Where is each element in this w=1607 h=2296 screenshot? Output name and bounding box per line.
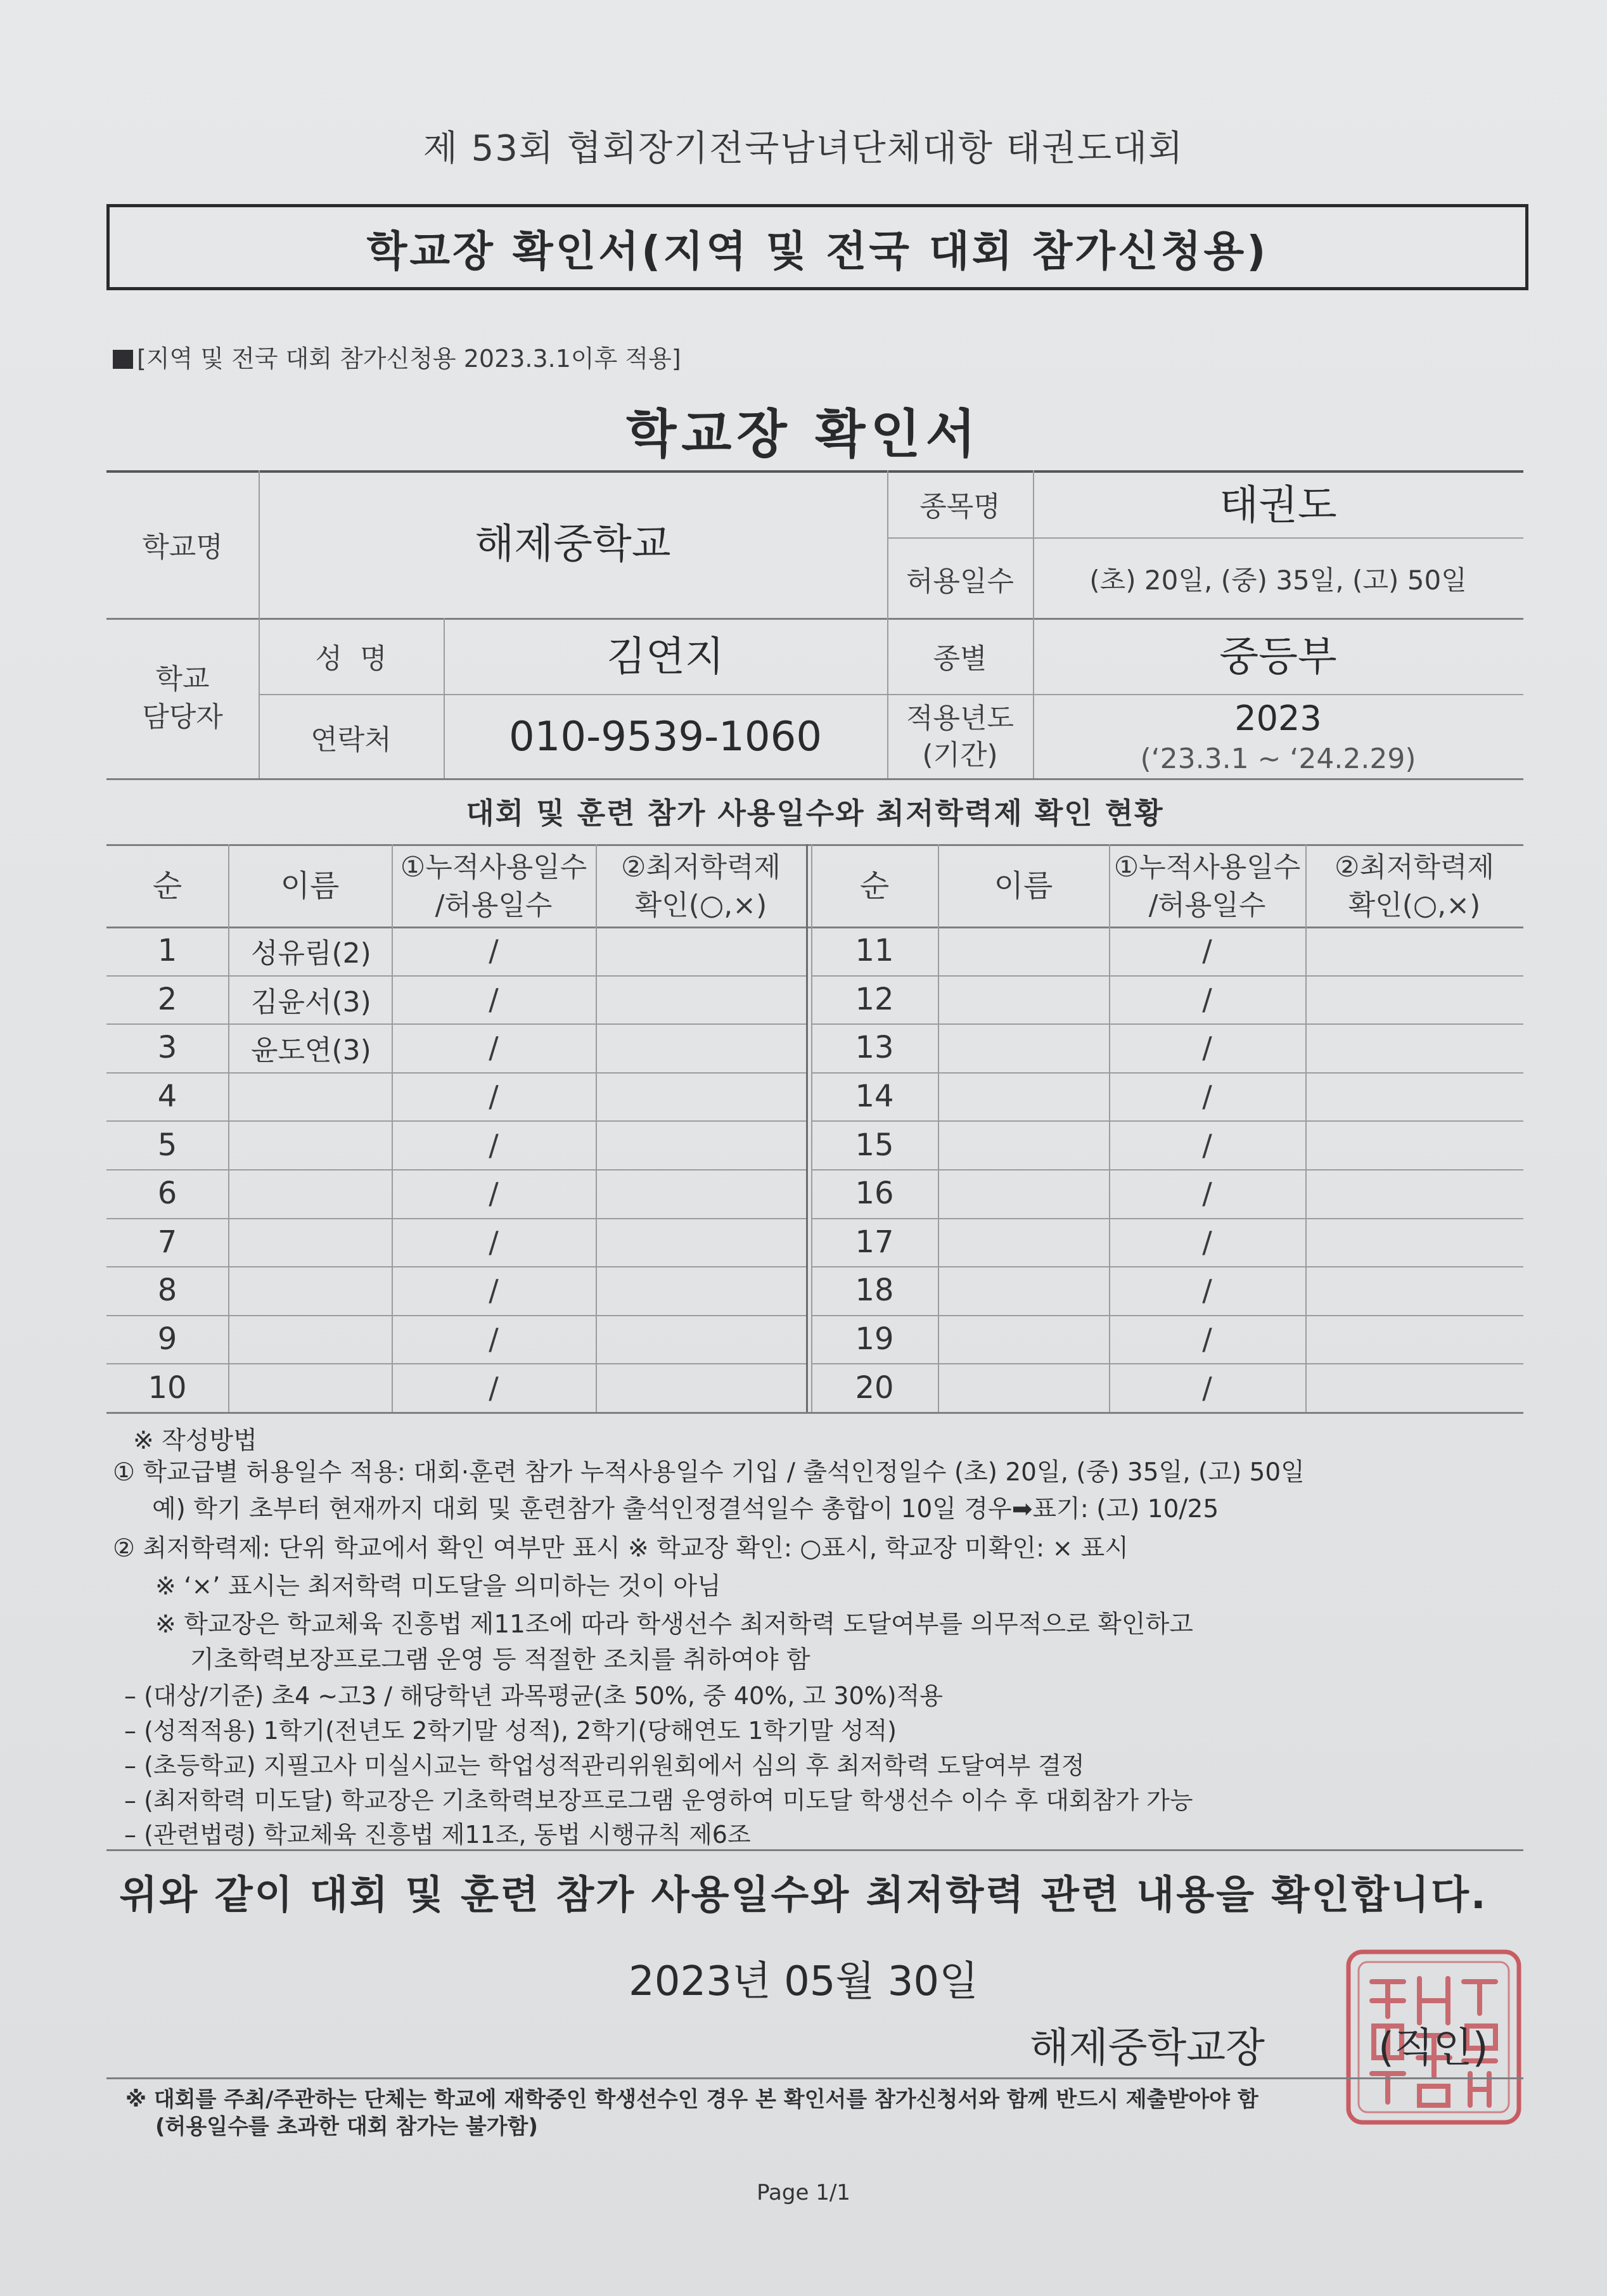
instruction-line: ※ ‘×’ 표시는 최저학력 미도달을 의미하는 것이 아님 xyxy=(155,1572,721,1601)
apply-note xyxy=(113,339,681,374)
days-used-cell: / xyxy=(489,1322,499,1357)
row-number: 4 xyxy=(157,1079,177,1115)
student-name xyxy=(938,927,1109,975)
days-used-cell: / xyxy=(1202,1030,1212,1065)
school-manager-label-line2: 담당자 xyxy=(142,700,223,733)
min-academic-confirm-cell xyxy=(1305,1363,1523,1412)
student-name xyxy=(938,1218,1109,1267)
col-header-min-academic xyxy=(596,846,806,927)
table-bottom-rule xyxy=(106,1412,1523,1414)
instruction-line: – (초등학교) 지필고사 미실시교는 학업성적관리위원회에서 심의 후 최저학력 도달여부 결정 xyxy=(124,1752,1085,1780)
certificate-title: 학교장 확인서 xyxy=(626,404,981,465)
sport-label: 종목명 xyxy=(919,491,1001,523)
instruction-line: ※ 학교장은 학교체육 진흥법 제11조에 따라 학생선수 최저학력 도달여부를 의무적으로 확인하고 xyxy=(155,1610,1193,1639)
instruction-line: ① 학교급별 허용일수 적용: 대회·훈련 참가 누적사용일수 기입 / 출석인정일수 (초) 20일, (중) 35일, (고) 50일 xyxy=(113,1458,1305,1487)
col-header-min-academic-right xyxy=(1305,846,1523,927)
student-name xyxy=(938,1072,1109,1121)
min-academic-confirm-cell xyxy=(596,1120,806,1169)
min-academic-confirm-cell xyxy=(1305,1072,1523,1121)
page-number: Page 1/1 xyxy=(757,2180,850,2205)
days-used-cell: / xyxy=(489,1370,499,1405)
student-name xyxy=(938,1363,1109,1412)
instruction-line: – (대상/기준) 초4 ~고3 / 해당학년 과목평균(초 50%, 중 40%, 고 30%)적용 xyxy=(124,1682,943,1710)
row-number: 16 xyxy=(855,1176,894,1212)
student-name: 윤도연(3) xyxy=(251,1034,371,1067)
section-divider xyxy=(106,1849,1523,1851)
col-header-no: 순 xyxy=(152,868,182,904)
table-rule xyxy=(806,844,808,1412)
principal-title: 해제중학교장 xyxy=(1030,2025,1265,2072)
apply-year-label-line2: (기간) xyxy=(922,738,998,771)
days-used-cell: / xyxy=(1202,1273,1212,1308)
allowed-days-value: (초) 20일, (중) 35일, (고) 50일 xyxy=(1089,564,1467,596)
footer-note-sub: (허용일수를 초과한 대회 참가는 불가함) xyxy=(155,2114,538,2139)
min-academic-confirm-cell xyxy=(1305,1169,1523,1218)
days-used-cell: / xyxy=(1202,1370,1212,1405)
student-name xyxy=(938,1023,1109,1072)
row-number: 1 xyxy=(157,933,177,969)
min-academic-confirm-cell xyxy=(596,1218,806,1267)
days-used-cell: / xyxy=(1202,1127,1212,1162)
days-used-cell: / xyxy=(1202,1079,1212,1114)
min-academic-confirm-cell xyxy=(596,1023,806,1072)
days-used-cell: / xyxy=(1202,1176,1212,1211)
min-academic-confirm-cell xyxy=(596,927,806,975)
status-section-title: 대회 및 훈련 참가 사용일수와 최저학력제 확인 현황 xyxy=(466,796,1164,830)
days-used-cell: / xyxy=(489,1224,499,1259)
row-number: 10 xyxy=(148,1369,187,1406)
row-number: 8 xyxy=(157,1273,177,1309)
row-number: 2 xyxy=(157,981,177,1017)
apply-year-label-line1: 적용년도 xyxy=(906,702,1014,735)
apply-year: 2023 xyxy=(1234,698,1322,738)
min-academic-confirm-cell xyxy=(1305,1218,1523,1267)
row-number: 15 xyxy=(855,1127,894,1163)
school-name-value: 해제중학교 xyxy=(475,521,671,568)
days-used-cell: / xyxy=(489,933,499,968)
division-value: 중등부 xyxy=(1219,634,1337,681)
col-header-days-line2: /허용일수 xyxy=(1148,888,1266,921)
min-academic-confirm-cell xyxy=(1305,1120,1523,1169)
apply-year-label xyxy=(887,695,1033,778)
event-title: 제 53회 협회장기전국남녀단체대항 태권도대회 xyxy=(423,128,1184,169)
student-name xyxy=(228,1266,392,1315)
col-header-min-line2: 확인(○,×) xyxy=(634,888,767,921)
col-header-min-line1: ②최저학력제 xyxy=(1335,851,1494,884)
col-header-no-right: 순 xyxy=(859,868,890,904)
min-academic-confirm-cell xyxy=(1305,927,1523,975)
manager-contact-value: 010-9539-1060 xyxy=(508,713,823,760)
row-number: 5 xyxy=(157,1127,177,1163)
min-academic-confirm-cell xyxy=(596,1315,806,1364)
col-header-name-right: 이름 xyxy=(994,868,1053,904)
student-name xyxy=(228,1363,392,1412)
col-header-min-line1: ②최저학력제 xyxy=(621,851,781,884)
student-name xyxy=(228,1072,392,1121)
col-header-days-line2: /허용일수 xyxy=(435,888,553,921)
student-name: 김윤서(3) xyxy=(251,985,371,1018)
min-academic-confirm-cell xyxy=(596,1072,806,1121)
division-label: 종별 xyxy=(933,643,987,675)
seal-label: (직인) xyxy=(1378,2025,1489,2072)
square-bullet-icon xyxy=(113,350,133,369)
days-used-cell: / xyxy=(1202,1224,1212,1259)
days-used-cell: / xyxy=(489,1176,499,1211)
row-number: 19 xyxy=(855,1321,894,1357)
school-name-label: 학교명 xyxy=(142,530,223,563)
row-number: 6 xyxy=(157,1176,177,1212)
col-header-days-right xyxy=(1109,846,1305,927)
min-academic-confirm-cell xyxy=(1305,1315,1523,1364)
apply-period: (‘23.3.1 ~ ‘24.2.29) xyxy=(1140,743,1416,775)
student-name: 성유림(2) xyxy=(251,937,371,970)
days-used-cell: / xyxy=(489,982,499,1017)
manager-name-label: 성 명 xyxy=(315,643,387,675)
student-name xyxy=(228,1120,392,1169)
col-header-min-line2: 확인(○,×) xyxy=(1348,888,1481,921)
col-header-days-line1: ①누적사용일수 xyxy=(1113,851,1301,884)
days-used-cell: / xyxy=(489,1079,499,1114)
days-used-cell: / xyxy=(489,1273,499,1308)
col-header-days xyxy=(392,846,596,927)
min-academic-confirm-cell xyxy=(596,1169,806,1218)
row-number: 11 xyxy=(855,933,894,969)
min-academic-confirm-cell xyxy=(596,1266,806,1315)
apply-year-value xyxy=(1033,695,1523,778)
days-used-cell: / xyxy=(1202,933,1212,968)
student-name xyxy=(938,1120,1109,1169)
student-name xyxy=(938,1169,1109,1218)
min-academic-confirm-cell xyxy=(596,1363,806,1412)
row-number: 3 xyxy=(157,1030,177,1066)
days-used-cell: / xyxy=(489,1127,499,1162)
student-name xyxy=(228,1218,392,1267)
days-used-cell: / xyxy=(1202,1322,1212,1357)
manager-contact-label: 연락처 xyxy=(311,723,392,756)
instruction-line: – (최저학력 미도달) 학교장은 기초학력보장프로그램 운영하여 미도달 학생선수 이수 후 대회참가 가능 xyxy=(124,1786,1193,1814)
days-used-cell: / xyxy=(1202,982,1212,1017)
form-title: 학교장 확인서(지역 및 전국 대회 참가신청용) xyxy=(106,204,1528,290)
min-academic-confirm-cell xyxy=(1305,1266,1523,1315)
instruction-line: – (성적적용) 1학기(전년도 2학기말 성적), 2학기(당해연도 1학기말 성적) xyxy=(124,1717,897,1745)
issue-date: 2023년 05월 30일 xyxy=(629,1958,978,2005)
min-academic-confirm-cell xyxy=(1305,975,1523,1024)
instruction-line: ② 최저학력제: 단위 학교에서 확인 여부만 표시 ※ 학교장 확인: ○표시, 학교장 미확인: × 표시 xyxy=(113,1534,1129,1563)
row-number: 18 xyxy=(855,1273,894,1309)
row-number: 13 xyxy=(855,1030,894,1066)
footer-divider xyxy=(106,2077,1523,2079)
school-manager-label-line1: 학교 xyxy=(155,663,210,696)
manager-name-value: 김연지 xyxy=(606,634,724,681)
student-name xyxy=(938,1315,1109,1364)
min-academic-confirm-cell xyxy=(1305,1023,1523,1072)
days-used-cell: / xyxy=(489,1030,499,1065)
col-header-name: 이름 xyxy=(280,868,340,904)
student-name xyxy=(228,1169,392,1218)
confirmation-statement: 위와 같이 대회 및 훈련 참가 사용일수와 최저학력 관련 내용을 확인합니다. xyxy=(119,1871,1488,1918)
student-name xyxy=(938,1266,1109,1315)
apply-note-text: [지역 및 전국 대회 참가신청용 2023.3.1이후 적용] xyxy=(137,345,681,373)
min-academic-confirm-cell xyxy=(596,975,806,1024)
student-name xyxy=(228,1315,392,1364)
instructions-heading: ※ 작성방법 xyxy=(133,1427,257,1455)
row-number: 12 xyxy=(855,981,894,1017)
instruction-line: – (관련법령) 학교체육 진흥법 제11조, 동법 시행규칙 제6조 xyxy=(124,1821,751,1849)
student-name xyxy=(938,975,1109,1024)
row-number: 14 xyxy=(855,1079,894,1115)
row-number: 7 xyxy=(157,1224,177,1260)
row-number: 9 xyxy=(157,1321,177,1357)
instruction-line: 예) 학기 초부터 현재까지 대회 및 훈련참가 출석인정결석일수 총합이 10일 경우➡표기: (고) 10/25 xyxy=(152,1495,1219,1523)
allowed-days-label: 허용일수 xyxy=(906,565,1014,598)
footer-note: ※ 대회를 주최/주관하는 단체는 학교에 재학중인 학생선수인 경우 본 확인서를 참가신청서와 함께 반드시 제출받아야 함 xyxy=(125,2087,1258,2112)
instruction-line: 기초학력보장프로그램 운영 등 적절한 조치를 취하여야 함 xyxy=(190,1646,810,1674)
row-number: 20 xyxy=(855,1369,894,1406)
sport-value: 태권도 xyxy=(1219,482,1337,529)
col-header-days-line1: ①누적사용일수 xyxy=(400,851,587,884)
row-number: 17 xyxy=(855,1224,894,1260)
school-manager-label xyxy=(106,618,259,778)
